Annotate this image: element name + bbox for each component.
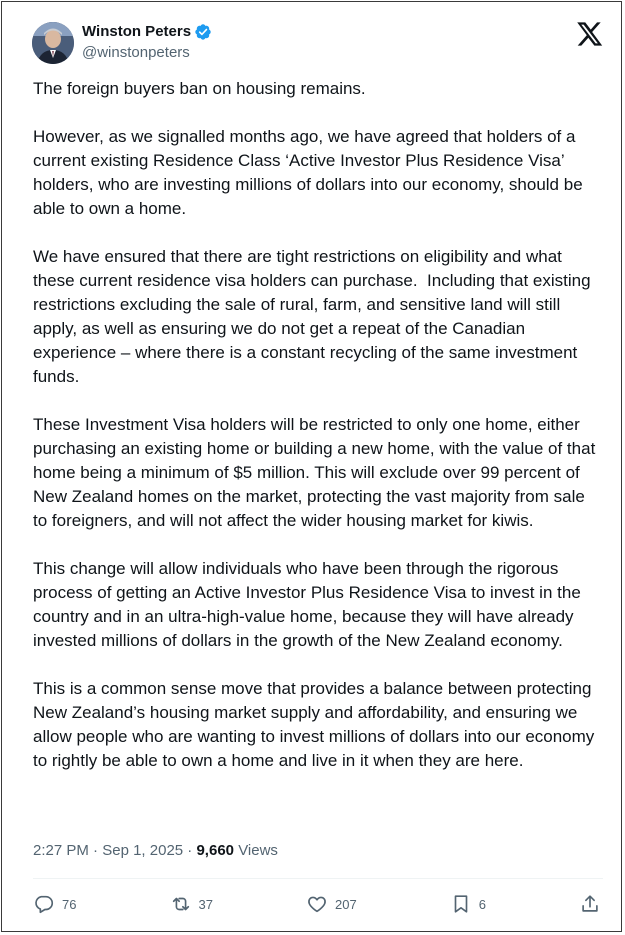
- meta-separator: ·: [93, 842, 99, 859]
- repost-count: 37: [198, 896, 213, 912]
- avatar-image: [32, 22, 74, 64]
- x-logo-icon[interactable]: [575, 20, 603, 48]
- author-handle[interactable]: @winstonpeters: [82, 44, 190, 61]
- post-paragraph: We have ensured that there are tight restrictions on eligibility and what these current residence visa holders can purchase. Including that existing restrictions excluding the sale of rural, farm, and sensitive land will still apply, as well as ensuring we do not get a repeat of the Canadian experience – where there is a constant recycling of the same investment funds.: [33, 247, 596, 386]
- post-paragraph: However, as we signalled months ago, we have agreed that holders of a current existing Residence Class ‘Active Investor Plus Residence Visa’ holders, who are investing millions of dollars into our economy, should be able to own a home.: [33, 127, 588, 218]
- divider: [33, 878, 603, 879]
- post-paragraph: This change will allow individuals who have been through the rigorous process of getting an Active Investor Plus Residence Visa to invest in the country and in an ultra-high-value home, because they will have already invested millions of dollars in the growth of the New Zealand economy.: [33, 559, 586, 650]
- meta-separator: ·: [187, 842, 193, 859]
- post-paragraph: The foreign buyers ban on housing remains.: [33, 79, 366, 98]
- share-icon: [579, 893, 601, 915]
- bookmark-icon: [450, 893, 472, 915]
- post-paragraph: These Investment Visa holders will be restricted to only one home, either purchasing an existing home or building a new home, with the value of that home being a minimum of $5 million. This will exclude over 99 percent of New Zealand homes on the market, protecting the vast majority from sale to foreigners, and will not affect the wider housing market for kiwis.: [33, 415, 601, 530]
- share-button[interactable]: [579, 893, 601, 915]
- post-card: [1, 1, 622, 932]
- reply-button[interactable]: [33, 893, 76, 915]
- reply-count: 76: [62, 896, 77, 912]
- post-meta: [33, 841, 278, 861]
- post-paragraph: This is a common sense move that provides a balance between protecting New Zealand’s housing market supply and affordability, and ensuring we allow people who are wanting to invest millions of dollars into our economy to rightly be able to own a home and live in it when they are here.: [33, 679, 600, 770]
- post-date[interactable]: Sep 1, 2025: [102, 842, 184, 859]
- views-count: 9,660: [196, 842, 235, 859]
- post-time[interactable]: 2:27 PM: [33, 842, 89, 859]
- reply-icon: [33, 893, 55, 915]
- like-count: 207: [335, 896, 357, 912]
- bookmark-count: 6: [478, 896, 486, 912]
- heart-icon: [306, 893, 328, 915]
- avatar[interactable]: [32, 22, 74, 64]
- post-text: [33, 77, 603, 773]
- repost-button[interactable]: [170, 893, 213, 915]
- bookmark-button[interactable]: [450, 893, 486, 915]
- views-label: Views: [238, 842, 278, 859]
- action-bar: [33, 892, 601, 916]
- author-name[interactable]: Winston Peters: [82, 23, 192, 40]
- author-block: [82, 22, 212, 63]
- verified-badge-icon: [194, 23, 212, 41]
- post-header: [32, 20, 603, 68]
- repost-icon: [170, 893, 192, 915]
- like-button[interactable]: [306, 893, 357, 915]
